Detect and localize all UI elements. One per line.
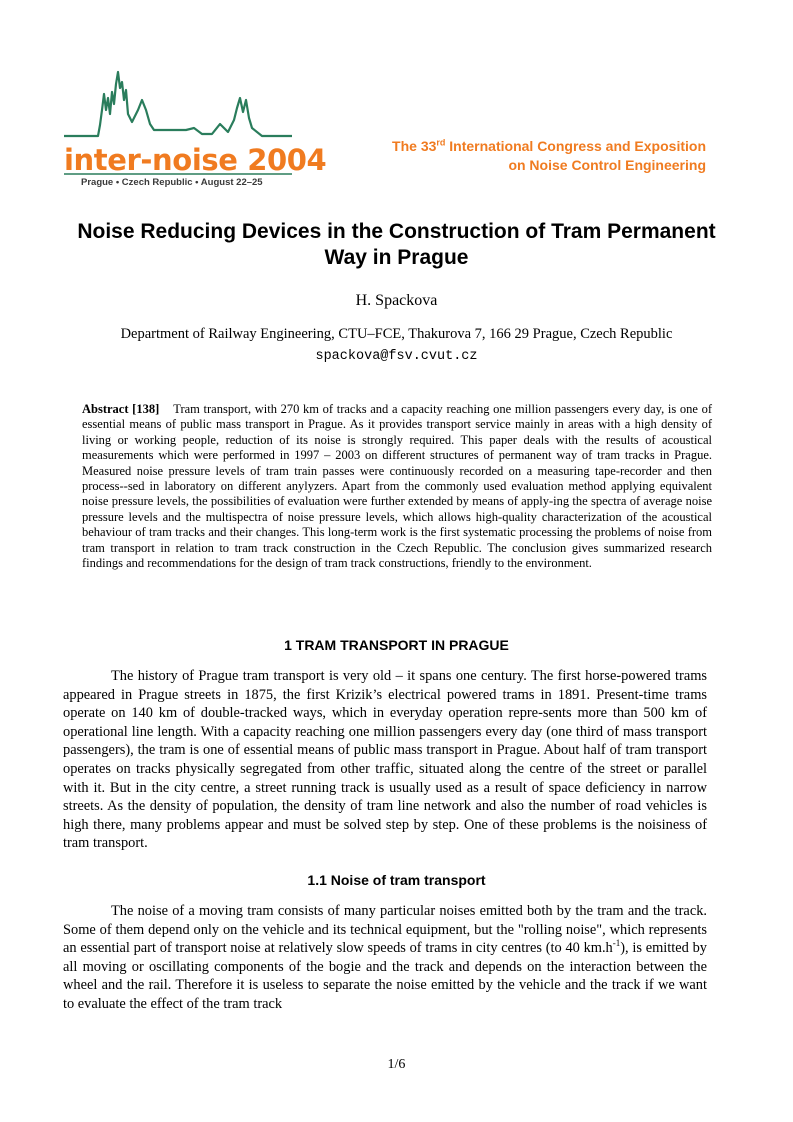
section-1-paragraph: The history of Prague tram transport is very old – it spans one century. The first horse-powered trams appeared in Prague streets in 1875, the first Krizik’s electrical powered trams in 1891. Present-time trams operate on 140 km of double-tracked ways, which in everyday operation repre-sents more than 500 km of operational line length. With a capacity reaching one million passengers every day (one third of mass transport passengers), the tram is one of essential means of public mass transport in Prague. About half of tram transport operates on tracks physically segregated from other traffic, situated along the centre of the street or parallel with it. But in the city centre, a street running track is usually used as a result of space deficiency in narrow streets. As the density of population, the density of tram line network and also the number of road vehicles is high there, many problems appear and must be solved step by step. One of these problems is the noisiness of tram transport. (63, 668, 707, 852)
abstract-label: Abstract [138] (82, 402, 160, 416)
paper-title: Noise Reducing Devices in the Construction of Tram Permanent Way in Prague (77, 220, 716, 269)
conference-line-1: The 33rd International Congress and Exposition (392, 137, 706, 154)
logo-wordmark: inter-noise 2004 (64, 143, 327, 177)
page-number: 1/6 (387, 1057, 406, 1072)
section-heading-1-1: 1.1 Noise of tram transport (307, 872, 486, 888)
author-name: H. Spackova (355, 292, 438, 309)
abstract (82, 402, 712, 571)
author-affiliation: Department of Railway Engineering, CTU–FCE, Thakurova 7, 166 29 Prague, Czech Republic (120, 326, 673, 342)
logo-tagline: Prague • Czech Republic • August 22–25 (81, 177, 263, 188)
conference-logo (62, 70, 327, 194)
conference-name (392, 137, 706, 175)
author-email: spackova@fsv.cvut.cz (315, 349, 478, 364)
abstract-text: Tram transport, with 270 km of tracks and a capacity reaching one million passengers every day, is one of essential means of public mass transport in Prague. As it provides transport service mainly in areas with a high density of living or working people, reduction of its noise is strongly required. This paper deals with the results of acoustical measurements which were performed in 1997 – 2003 on different structures of permanent way of tram tracks in Prague. Measured noise pressure levels of tram train passes were continuously recorded on a measuring tape-recorder and then process--sed in laboratory on different anylyzers. Apart from the commonly used evaluation method applying equivalent noise pressure levels, the possibilities of evaluation were further extended by means of apply-ing the spectra of average noise pressure levels and the multispectra of noise pressure levels, which allows high-quality characterization of the acoustical behaviour of tram tracks and their changes. This long-term work is the first systematic processing the problems of noise from tram transport in relation to tram track construction in the Czech Republic. The conclusion gives summarized research findings and recommendations for the design of tram track constructions, friendly to the environment. (82, 402, 712, 571)
conference-line-2: on Noise Control Engineering (508, 157, 706, 173)
section-1-1-paragraph: The noise of a moving tram consists of many particular noises emitted both by the tram and the track. Some of them depend only on the vehicle and its technical equipment, but the "rolling noise", which represents an essential part of transport noise at relatively slow speeds of trams in city centres (to 40 $km.h^{-1}$), is emitted by all moving or oscillating components of the bogie and the track and depends on the interaction between the wheel and the rail. Therefore it is useless to separate the noise emitted by the vehicle and the track if we want to evaluate the effect of the tram track (63, 903, 707, 1012)
section-heading-1: 1 TRAM TRANSPORT IN PRAGUE (284, 637, 509, 653)
